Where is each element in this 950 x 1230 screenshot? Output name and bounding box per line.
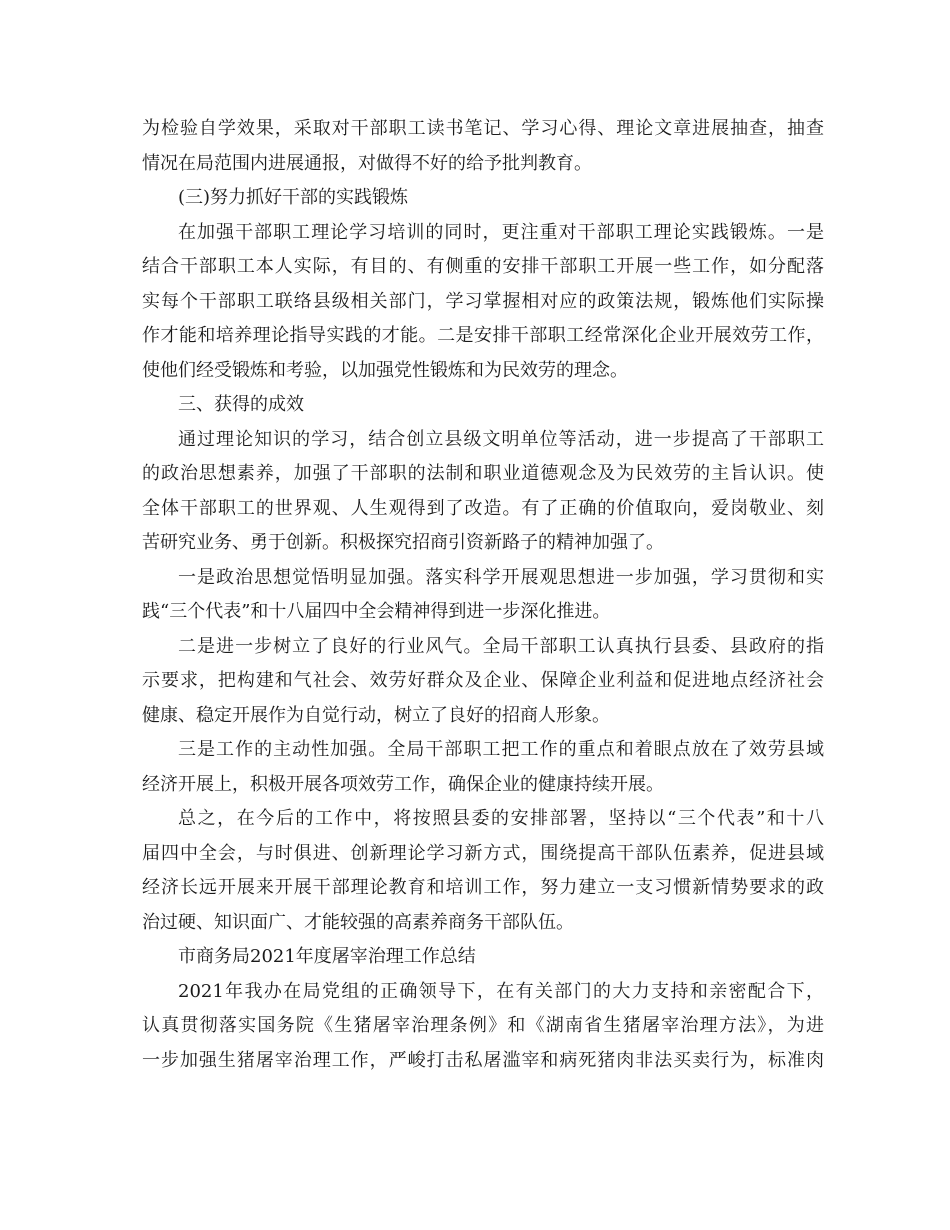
text-line: 通过理论知识的学习，结合创立县级文明单位等活动，进一步提高了干部职工	[178, 428, 824, 450]
text-line: 实每个干部职工联络县级相关部门，学习掌握相对应的政策法规，锻炼他们实际操	[142, 290, 824, 312]
text-line: 二是进一步树立了良好的行业风气。全局干部职工认真执行县委、县政府的指	[178, 635, 824, 657]
text-line: 认真贯彻落实国务院《生猪屠宰治理条例》和《湖南省生猪屠宰治理方法》，为进	[142, 1015, 824, 1036]
text-line: 示要求，把构建和气社会、效劳好群众及企业、保障企业利益和促进地点经济社会	[142, 670, 824, 691]
text-line: 为检验自学效果，采取对干部职工读书笔记、学习心得、理论文章进展抽查，抽查	[142, 118, 824, 139]
text-line: 总之，在今后的工作中，将按照县委的安排部署，坚持以“三个代表”和十八	[178, 808, 824, 829]
document-title: 市商务局2021年度屠宰治理工作总结	[178, 946, 476, 967]
text-line: 2021年我办在局党组的正确领导下，在有关部门的大力支持和亲密配合下，	[178, 980, 824, 1002]
text-line: 健康、稳定开展作为自觉行动，树立了良好的招商人形象。	[142, 704, 610, 726]
text-line: 苦研究业务、勇于创新。积极探究招商引资新路子的精神加强了。	[142, 532, 664, 553]
text-line: 在加强干部职工理论学习培训的同时，更注重对干部职工理论实践锻炼。一是	[178, 221, 824, 243]
text-line: 全体干部职工的世界观、人生观得到了改造。有了正确的价值取向，爱岗敬业、刻	[142, 497, 824, 519]
text-line: 治过硬、知识面广、才能较强的高素养商务干部队伍。	[142, 911, 574, 933]
section-heading: (三)努力抓好干部的实践锻炼	[178, 187, 409, 208]
document-page	[142, 112, 824, 1078]
text-line: 届四中全会，与时俱进、创新理论学习新方式，围绕提高干部队伍素养，促进县域	[142, 842, 824, 864]
text-line: 情况在局范围内进展通报，对做得不好的给予批判教育。	[142, 152, 592, 174]
section-heading: 三、获得的成效	[178, 394, 304, 415]
text-line: 使他们经受锻炼和考验，以加强党性锻炼和为民效劳的理念。	[142, 359, 628, 381]
text-line: 践“三个代表”和十八届四中全会精神得到进一步深化推进。	[142, 601, 611, 622]
text-line: 的政治思想素养，加强了干部职的法制和职业道德观念及为民效劳的主旨认识。使	[142, 463, 824, 484]
text-line: 作才能和培养理论指导实践的才能。二是安排干部职工经常深化企业开展效劳工作，	[142, 325, 824, 346]
text-line: 结合干部职工本人实际，有目的、有侧重的安排干部职工开展一些工作，如分配落	[142, 256, 824, 277]
text-line: 三是工作的主动性加强。全局干部职工把工作的重点和着眼点放在了效劳县域	[178, 739, 824, 760]
text-line: 经济长远开展来开展干部理论教育和培训工作，努力建立一支习惯新情势要求的政	[142, 877, 824, 898]
text-line: 一是政治思想觉悟明显加强。落实科学开展观思想进一步加强，学习贯彻和实	[178, 566, 824, 588]
text-line: 一步加强生猪屠宰治理工作，严峻打击私屠滥宰和病死猪肉非法买卖行为，标准肉	[142, 1049, 824, 1071]
text-line: 经济开展上，积极开展各项效劳工作，确保企业的健康持续开展。	[142, 773, 664, 795]
